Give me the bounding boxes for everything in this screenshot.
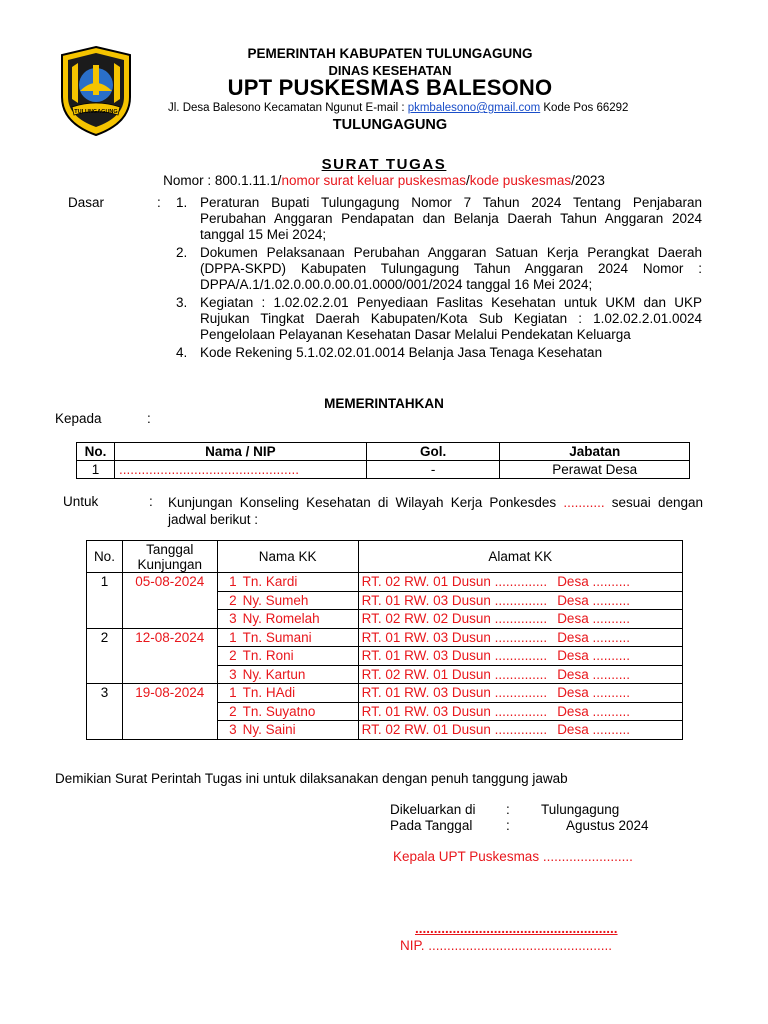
cell-alamat-kk xyxy=(358,684,682,703)
cell-tanggal: 12-08-2024 xyxy=(122,628,217,684)
kk-name: Ny. Sumeh xyxy=(242,592,309,608)
dasar-item-num: 2. xyxy=(176,245,188,260)
document-number xyxy=(0,173,768,188)
cell-alamat-kk xyxy=(358,647,682,666)
alamat-rt-rw: RT. 01 RW. 03 Dusun .............. xyxy=(361,703,548,719)
table-header-row xyxy=(77,443,690,461)
kk-name: Tn. HAdi xyxy=(242,685,296,701)
cell-nama-kk xyxy=(217,684,358,703)
logo-text: TULUNGAGUNG xyxy=(74,109,118,115)
header-nama: Nama / NIP xyxy=(114,443,366,461)
kk-name: Tn. Sumani xyxy=(242,629,312,645)
signatory-title: Kepala UPT Puskesmas ........................ xyxy=(393,849,633,864)
kepada-label: Kepada xyxy=(55,411,102,426)
dasar-list xyxy=(176,195,702,363)
alamat-desa: Desa .......... xyxy=(557,648,630,664)
kk-number: 2 xyxy=(229,703,237,719)
nomor-sep: / xyxy=(466,173,470,188)
dasar-item-num: 1. xyxy=(176,195,188,210)
kk-number: 2 xyxy=(229,648,237,664)
header-city: TULUNGAGUNG xyxy=(332,117,448,133)
nomor-prefix: Nomor : 800.1.11.1/ xyxy=(163,173,282,188)
header-tanggal: Tanggal Kunjungan xyxy=(122,541,217,573)
cell-nama-kk xyxy=(217,647,358,666)
dasar-item xyxy=(176,295,702,343)
kk-number: 3 xyxy=(229,722,237,738)
memerintahkan-heading: MEMERINTAHKAN xyxy=(324,396,444,411)
header-agency: DINAS KESEHATAN xyxy=(328,63,452,78)
alamat-desa: Desa .......... xyxy=(557,722,630,738)
dasar-item xyxy=(176,195,702,243)
alamat-rt-rw: RT. 02 RW. 01 Dusun .............. xyxy=(361,722,548,738)
issued-at-colon: : xyxy=(506,802,510,817)
cell-nama-kk xyxy=(217,702,358,721)
header-title: UPT PUSKESMAS BALESONO xyxy=(227,75,553,100)
dasar-item-text: Kode Rekening 5.1.02.02.01.0014 Belanja Jasa Tenaga Kesehatan xyxy=(200,345,603,360)
cell-no: 1 xyxy=(87,573,123,629)
header-address xyxy=(168,102,628,114)
cell-nama-kk xyxy=(217,628,358,647)
kk-number: 1 xyxy=(229,574,237,590)
cell-nama-kk xyxy=(217,610,358,629)
cell-alamat-kk xyxy=(358,610,682,629)
assignee-table xyxy=(76,442,690,479)
header-jabatan: Jabatan xyxy=(500,443,690,461)
dasar-item-num: 4. xyxy=(176,345,188,360)
cell-nama-kk xyxy=(217,721,358,740)
cell-alamat-kk xyxy=(358,573,682,592)
issued-date-value: Agustus 2024 xyxy=(566,818,649,833)
table-row xyxy=(87,628,683,647)
puskesmas-logo xyxy=(58,45,134,137)
table-row xyxy=(87,573,683,592)
signatory-nip: NIP. ................................................. xyxy=(400,938,613,953)
kepada-colon: : xyxy=(147,411,151,426)
dasar-item-num: 3. xyxy=(176,295,188,310)
cell-nama-kk xyxy=(217,591,358,610)
untuk-text-before: Kunjungan Konseling Kesehatan di Wilayah Kerja Ponkesdes xyxy=(168,495,564,510)
dasar-item-text: Kegiatan : 1.02.02.2.01 Penyediaan Faslitas Kesehatan untuk UKM dan UKP Rujukan Tingkat Daerah Kabupaten/Kota Sub Kegiatan : 1.02.02.2.01.0024 Pengelolaan Pelayanan Kesehatan Dasar Melalui Pendekatan Keluarga xyxy=(200,295,702,342)
header-gol: Gol. xyxy=(366,443,500,461)
alamat-desa: Desa .......... xyxy=(557,685,630,701)
document-title: SURAT TUGAS xyxy=(321,156,447,173)
closing-statement: Demikian Surat Perintah Tugas ini untuk dilaksanakan dengan penuh tanggung jawab xyxy=(55,771,568,786)
kk-name: Tn. Roni xyxy=(242,648,294,664)
issued-at-label: Dikeluarkan di xyxy=(390,802,476,817)
alamat-desa: Desa .......... xyxy=(557,592,630,608)
cell-alamat-kk xyxy=(358,702,682,721)
dasar-colon: : xyxy=(157,195,161,210)
cell-jabatan: Perawat Desa xyxy=(500,461,690,479)
signature-line: ...................................................... xyxy=(415,921,618,936)
cell-nama-kk xyxy=(217,665,358,684)
cell-alamat-kk xyxy=(358,591,682,610)
untuk-text xyxy=(168,494,703,528)
header-alamat-kk: Alamat KK xyxy=(358,541,682,573)
kk-name: Tn. Kardi xyxy=(242,574,298,590)
nomor-suffix: /2023 xyxy=(571,173,605,188)
kk-name: Ny. Kartun xyxy=(242,666,306,682)
dasar-label: Dasar xyxy=(68,195,105,210)
alamat-rt-rw: RT. 01 RW. 03 Dusun .............. xyxy=(361,685,548,701)
cell-no: 2 xyxy=(87,628,123,684)
cell-tanggal: 05-08-2024 xyxy=(122,573,217,629)
cell-nama-kk xyxy=(217,573,358,592)
alamat-desa: Desa .......... xyxy=(557,703,630,719)
cell-no: 3 xyxy=(87,684,123,740)
alamat-rt-rw: RT. 01 RW. 03 Dusun .............. xyxy=(361,592,548,608)
alamat-rt-rw: RT. 02 RW. 01 Dusun .............. xyxy=(361,574,548,590)
kk-number: 3 xyxy=(229,611,237,627)
header-nama-kk: Nama KK xyxy=(217,541,358,573)
alamat-desa: Desa .......... xyxy=(557,666,630,682)
cell-alamat-kk xyxy=(358,665,682,684)
alamat-rt-rw: RT. 01 RW. 03 Dusun .............. xyxy=(361,648,548,664)
address-suffix: Kode Pos 66292 xyxy=(540,102,629,114)
cell-alamat-kk xyxy=(358,721,682,740)
dasar-item xyxy=(176,245,702,293)
alamat-desa: Desa .......... xyxy=(557,611,630,627)
alamat-desa: Desa .......... xyxy=(557,574,630,590)
schedule-body xyxy=(87,573,683,740)
header-government: PEMERINTAH KABUPATEN TULUNGAGUNG xyxy=(247,46,533,61)
issued-at-value: Tulungagung xyxy=(541,802,620,817)
untuk-dots: ........... xyxy=(563,495,605,510)
kk-number: 1 xyxy=(229,685,237,701)
kk-name: Ny. Saini xyxy=(242,722,296,738)
cell-nama: ................................................ xyxy=(114,461,366,479)
cell-tanggal: 19-08-2024 xyxy=(122,684,217,740)
cell-gol: - xyxy=(366,461,500,479)
alamat-rt-rw: RT. 01 RW. 03 Dusun .............. xyxy=(361,629,548,645)
table-row xyxy=(87,684,683,703)
dasar-item-text: Peraturan Bupati Tulungagung Nomor 7 Tahun 2024 Tentang Penjabaran Perubahan Anggaran Pendapatan dan Belanja Daerah Tahun Anggaran 2024 tanggal 15 Mei 2024; xyxy=(200,195,702,242)
alamat-rt-rw: RT. 02 RW. 01 Dusun .............. xyxy=(361,666,548,682)
dasar-item-text: Dokumen Pelaksanaan Perubahan Anggaran Satuan Kerja Perangkat Daerah (DPPA-SKPD) Kabupaten Tulungagung Tahun Anggaran 2024 Nomor : DPPA/A.1/1.02.0.00.0.00.01.0000/001/2024 tanggal 16 Mei 2024; xyxy=(200,245,702,292)
email-link[interactable]: pkmbalesono@gmail.com xyxy=(407,102,541,114)
kk-number: 3 xyxy=(229,666,237,682)
dasar-item xyxy=(176,345,702,361)
issued-date-colon: : xyxy=(506,818,510,833)
header-no: No. xyxy=(87,541,123,573)
kk-number: 2 xyxy=(229,592,237,608)
kk-number: 1 xyxy=(229,629,237,645)
nomor-part1: nomor surat keluar puskesmas xyxy=(281,173,467,188)
schedule-table xyxy=(86,540,683,740)
issued-date-label: Pada Tanggal xyxy=(390,818,473,833)
alamat-rt-rw: RT. 02 RW. 02 Dusun .............. xyxy=(361,611,548,627)
untuk-label: Untuk xyxy=(63,494,99,509)
kk-name: Ny. Romelah xyxy=(242,611,320,627)
nomor-part2: kode puskesmas xyxy=(469,173,572,188)
cell-no: 1 xyxy=(77,461,115,479)
cell-alamat-kk xyxy=(358,628,682,647)
kk-name: Tn. Suyatno xyxy=(242,703,316,719)
alamat-desa: Desa .......... xyxy=(557,629,630,645)
header-no: No. xyxy=(77,443,115,461)
untuk-text-after: sesuai dengan jadwal berikut : xyxy=(168,495,703,527)
address-prefix: Jl. Desa Balesono Kecamatan Ngunut E-mail : xyxy=(168,102,408,114)
untuk-colon: : xyxy=(149,494,153,509)
table-row xyxy=(77,461,690,479)
table-header-row xyxy=(87,541,683,573)
